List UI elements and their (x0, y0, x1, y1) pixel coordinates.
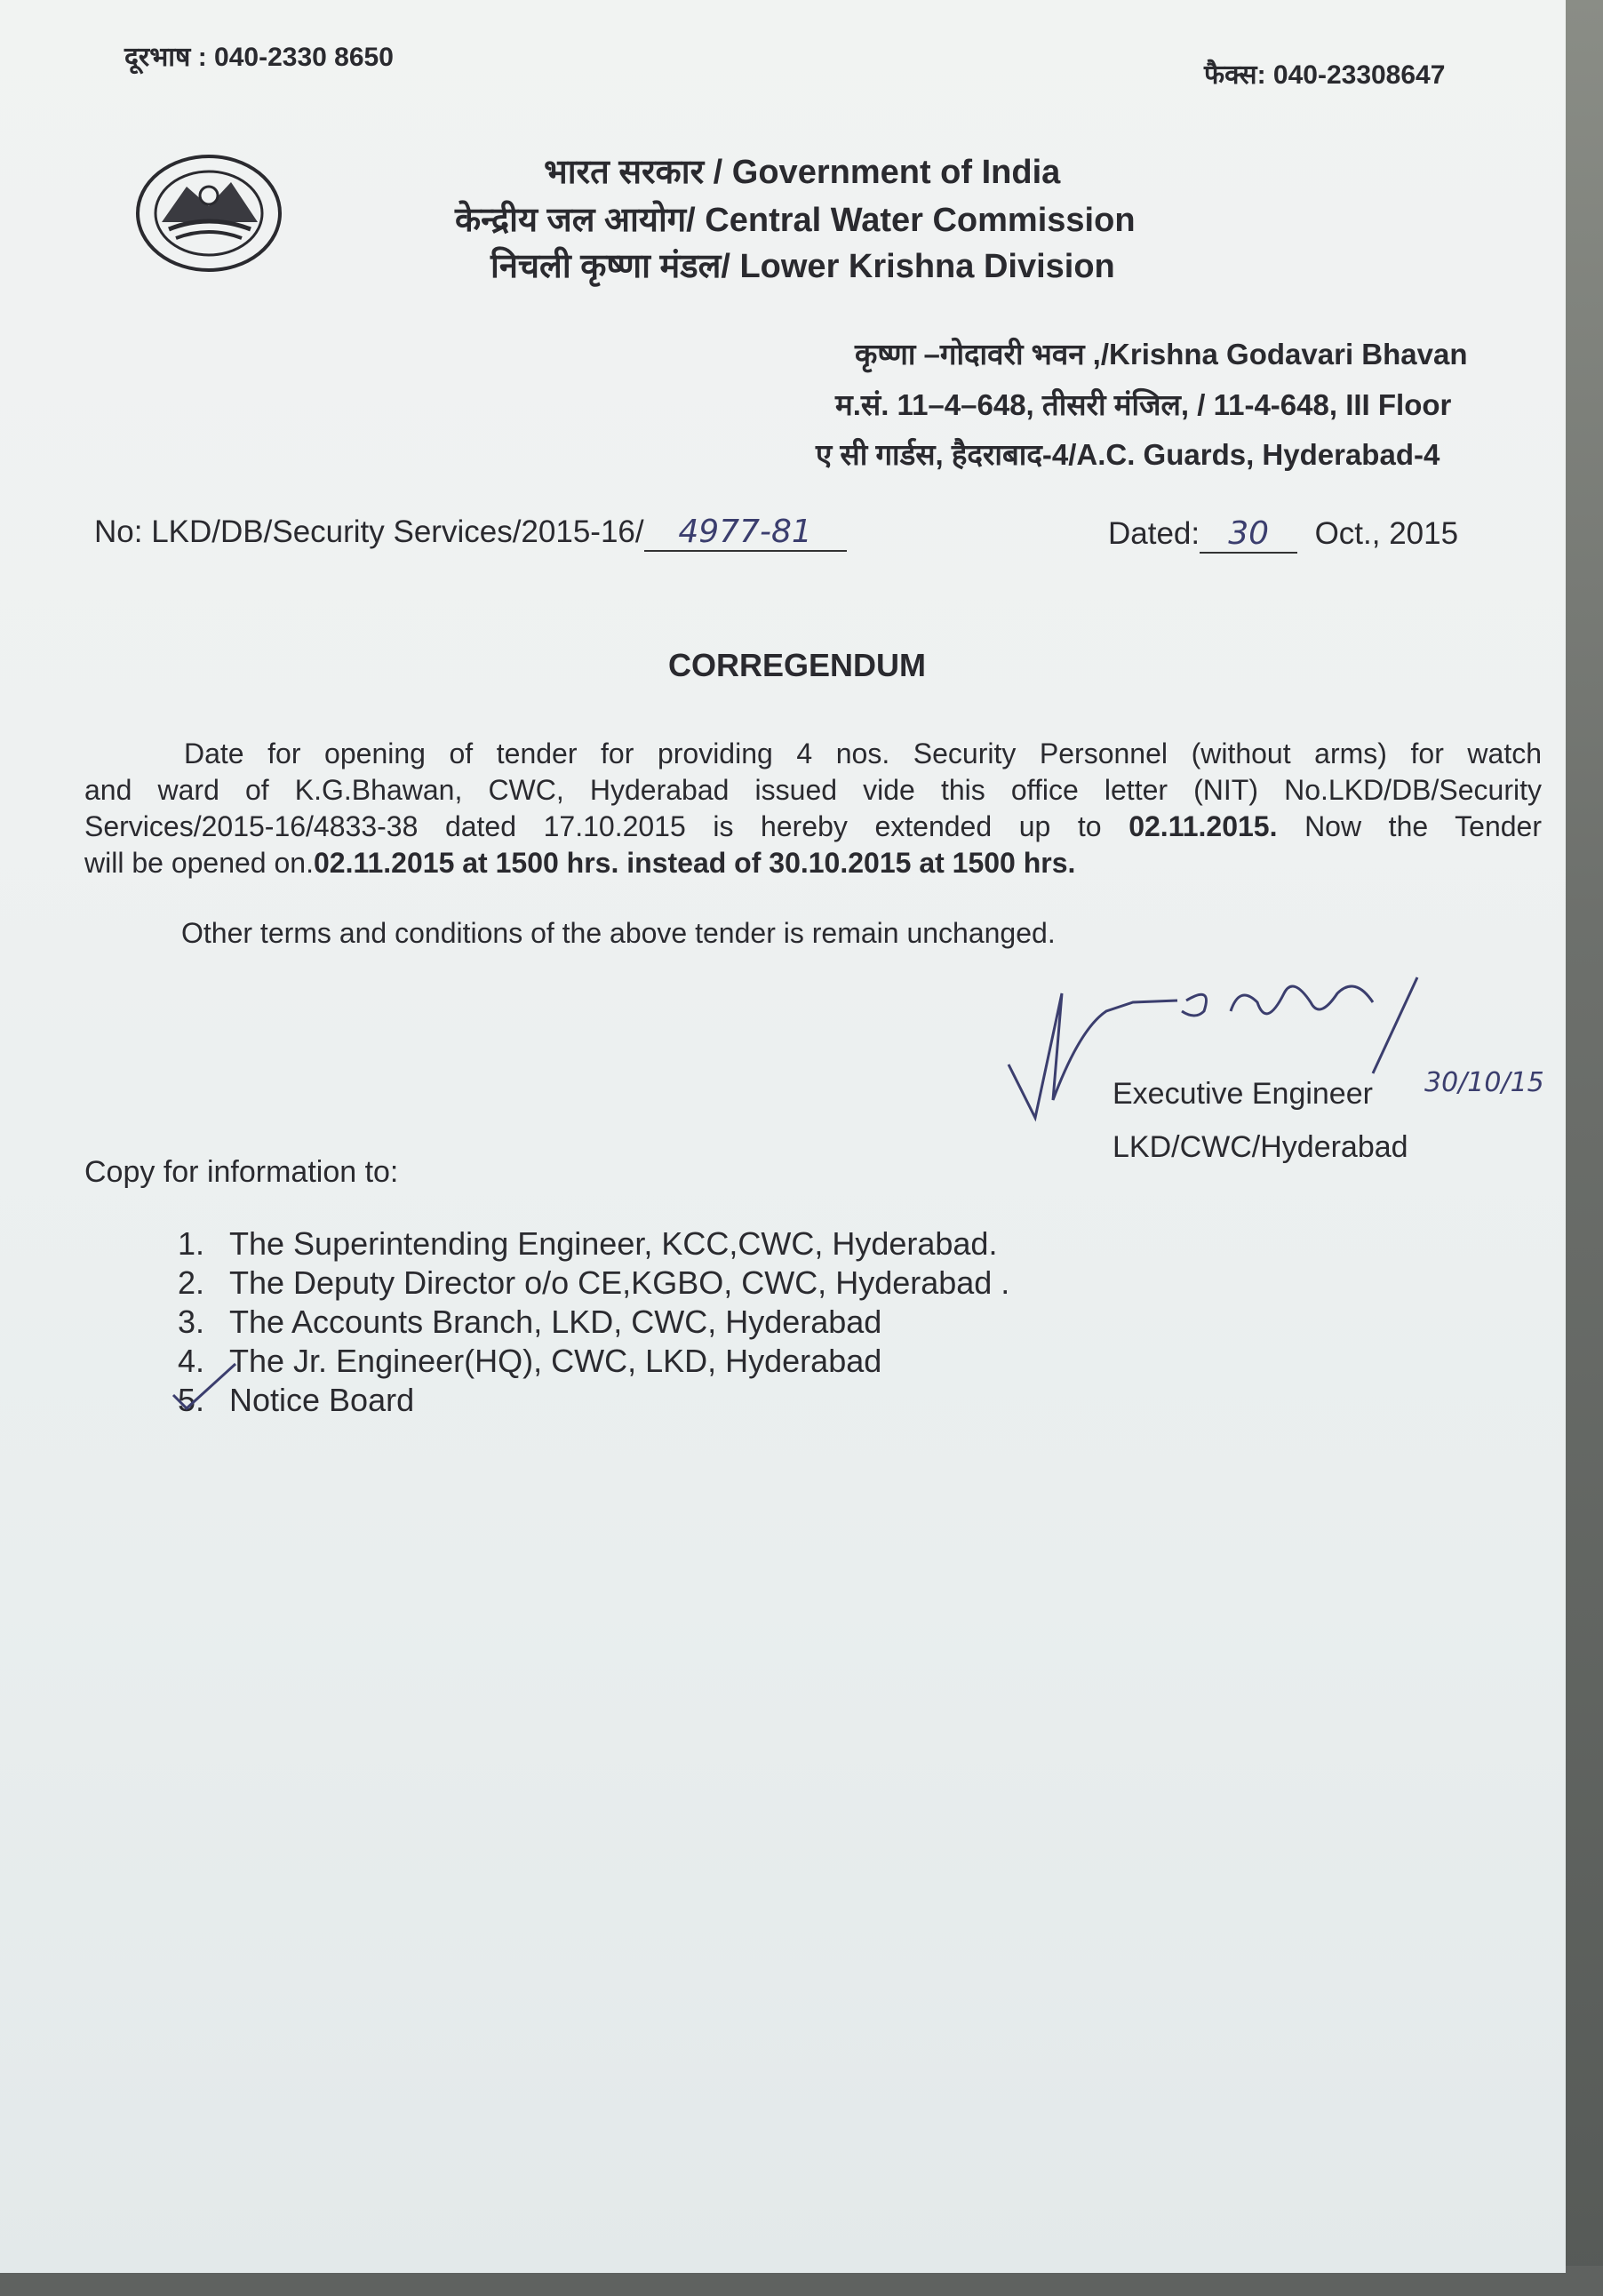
body-paragraph (84, 736, 1542, 881)
copy-label: Copy for information to: (84, 1155, 399, 1189)
body-line: Services/2015-16/4833-38 dated 17.10.2015 is hereby extended up to 02.11.2015. Now the Tender (84, 810, 1543, 842)
office-line-division: निचली कृष्णा मंडल/ Lower Krishna Division (490, 248, 1115, 285)
handwritten-signature (1000, 976, 1551, 1136)
address-line-floor: म.सं. 11–4–648, तीसरी मंजिल, / 11-4-648, III Floor (835, 388, 1452, 421)
signature-date: 30/10/15 (1424, 1067, 1544, 1098)
body-line: will be opened on.02.11.2015 at 1500 hrs. instead of 30.10.2015 at 1500 hrs. (84, 847, 1076, 879)
handwritten-tick-mark (169, 1359, 240, 1413)
other-terms-text: Other terms and conditions of the above tender is remain unchanged. (181, 917, 1056, 949)
office-line-government: भारत सरकार / Government of India (544, 154, 1061, 191)
body-line: Date for opening of tender for providing 4 nos. Security Personnel (without arms) for watch (184, 737, 1542, 769)
body-line: and ward of K.G.Bhawan, CWC, Hyderabad issued vide this office letter (NIT) No.LKD/DB/Security (84, 774, 1542, 806)
address-line-city: ए सी गार्डस, हैदराबाद-4/A.C. Guards, Hyderabad-4 (816, 438, 1440, 471)
dated-label: Dated: (1108, 516, 1200, 551)
copy-list-item: 2. The Deputy Director o/o CE,KGBO, CWC, Hyderabad . (178, 1264, 1010, 1301)
reference-prefix: No: LKD/DB/Security Services/2015-16/ (94, 514, 644, 549)
signatory-office: LKD/CWC/Hyderabad (1113, 1130, 1408, 1164)
document-title: CORREGENDUM (668, 647, 927, 683)
date-month-year: Oct., 2015 (1314, 516, 1459, 551)
handwritten-day: 30 (1200, 515, 1297, 554)
copy-list-item: 1. The Superintending Engineer, KCC,CWC, Hyderabad. (178, 1225, 998, 1262)
copy-list-item: 5. Notice Board (178, 1382, 415, 1418)
copy-list (178, 1224, 1009, 1420)
header-phone: दूरभाष : 040-2330 8650 (124, 43, 394, 72)
reference-number (94, 514, 847, 552)
header-fax: फैक्स: 040-23308647 (1204, 60, 1446, 90)
reference-date (1108, 515, 1458, 554)
reference-handwritten-number: 4977-81 (644, 514, 847, 552)
background-surface (1559, 0, 1603, 2296)
office-line-commission: केन्द्रीय जल आयोग/ Central Water Commission (455, 202, 1136, 239)
copy-list-item: 3. The Accounts Branch, LKD, CWC, Hyderabad (178, 1303, 882, 1340)
address-line-building: कृष्णा –गोदावरी भवन ,/Krishna Godavari Bhavan (855, 338, 1468, 371)
emblem-seal-icon (133, 151, 284, 275)
copy-list-item: 4. The Jr. Engineer(HQ), CWC, LKD, Hyderabad (178, 1343, 882, 1379)
signatory-designation: Executive Engineer (1113, 1077, 1373, 1111)
